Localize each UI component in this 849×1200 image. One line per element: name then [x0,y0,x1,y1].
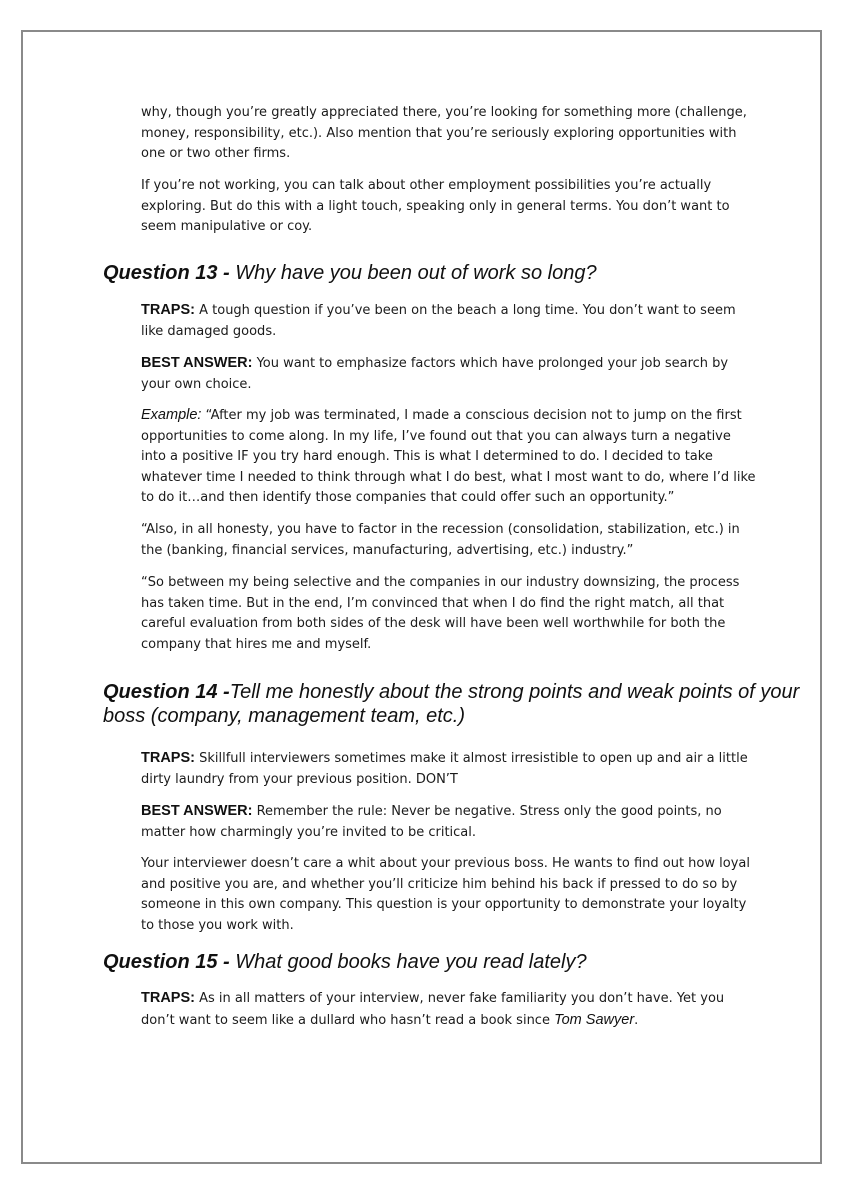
question-13-heading [103,261,803,285]
q14-paragraph-boss: Your interviewer doesn’t care a whit about your previous boss. He wants to find out how loyal and positive you are, and whether you’ll criticize him behind his back if pressed to do so by someone in this own company. This question is your opportunity to demonstrate your loyalty to those you work with. [141,856,750,933]
traps-label: TRAPS: [141,302,195,318]
question-13-title: Why have you been out of work so long? [229,262,597,284]
q13-traps [141,300,756,342]
question-14-heading [103,680,803,728]
question-15-title: What good books have you read lately? [229,951,587,973]
traps-label: TRAPS: [141,750,195,766]
intro-paragraph-1: why, though you’re greatly appreciated there, you’re looking for something more (challenge, money, responsibility, etc.). Also mention that you’re seriously exploring opportunities with one or two other firms. [141,105,747,161]
traps-text: A tough question if you’ve been on the beach a long time. You don’t want to seem like damaged goods. [141,303,736,339]
question-14-number: Question 14 - [103,681,230,703]
best-answer-label: BEST ANSWER: [141,355,253,371]
question-14-title: Tell me honestly about the strong points and weak points of your boss (company, management team, etc.) [103,681,800,727]
intro-paragraph-2: If you’re not working, you can talk about other employment possibilities you’re actually exploring. But do this with a light touch, speaking only in general terms. You don’t want to seem manipulative or coy. [141,178,730,234]
example-text: “After my job was terminated, I made a conscious decision not to jump on the first opportunities to come along. In my life, I’ve found out that you can always turn a negative into a positive IF you try hard enough. This is what I determined to do. I decided to take whatever time I needed to think through what I do best, what I most want to do, where I’d like to do it…and then identify those companies that could offer such an opportunity.” [141,408,756,505]
traps-end: . [634,1012,639,1028]
traps-text: As in all matters of your interview, never fake familiarity you don’t have. Yet you don’t want to seem like a dullard who hasn’t read a book since [141,991,725,1028]
question-15-heading [103,950,803,974]
example-label: Example: [141,407,202,423]
best-answer-text: You want to emphasize factors which have prolonged your job search by your own choice. [141,356,729,392]
best-answer-label: BEST ANSWER: [141,803,253,819]
q15-traps [141,988,756,1031]
book-title: Tom Sawyer [554,1011,635,1028]
traps-text: Skillfull interviewers sometimes make it almost irresistible to open up and air a little dirty laundry from your previous position. DON’T [141,751,748,787]
question-15-number: Question 15 - [103,951,230,973]
traps-label: TRAPS: [141,990,195,1006]
best-answer-text: Remember the rule: Never be negative. Stress only the good points, no matter how charmingly you’re invited to be critical. [141,804,722,840]
question-13-number: Question 13 - [103,262,230,284]
q13-paragraph-also: “Also, in all honesty, you have to factor in the recession (consolidation, stabilization, etc.) in the (banking, financial services, manufacturing, advertising, etc.) industry.” [141,522,740,558]
q13-example [141,405,756,509]
q14-best-answer [141,801,756,843]
q13-best-answer [141,353,756,395]
q14-traps [141,748,756,790]
q13-paragraph-so: “So between my being selective and the companies in our industry downsizing, the process has taken time. But in the end, I’m convinced that when I do find the right match, all that careful evaluation from both sides of the desk will have been well worthwhile for both the company that hires me and myself. [141,575,740,652]
